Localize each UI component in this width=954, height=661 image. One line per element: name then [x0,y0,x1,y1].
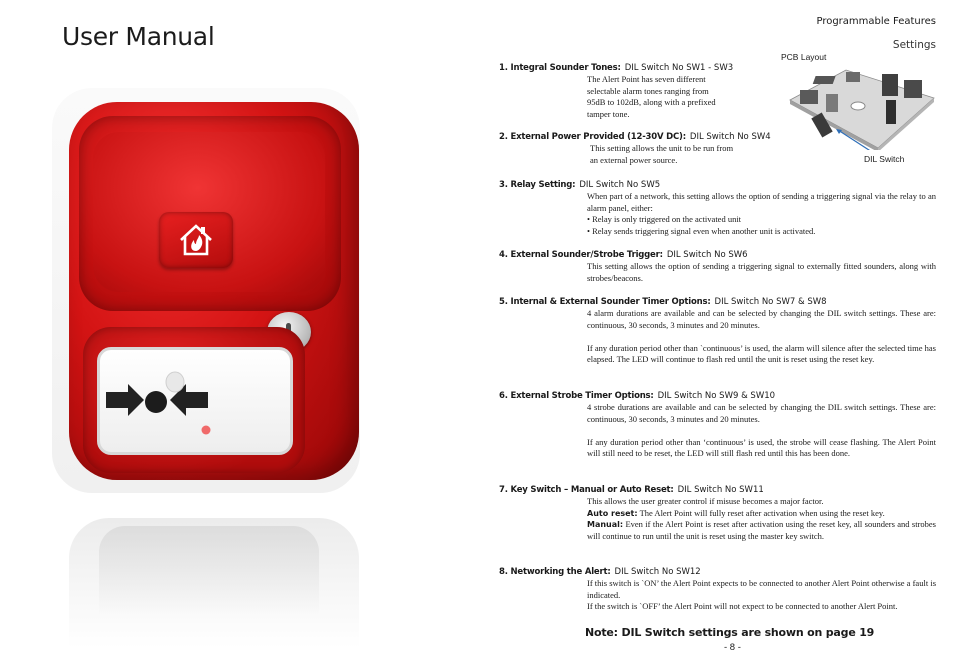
setting-description [587,496,936,542]
setting-title: 7. Key Switch – Manual or Auto Reset: [499,485,674,495]
section-title: Programmable Features [816,16,936,27]
setting-title: 3. Relay Setting: [499,180,576,190]
setting-external-power [499,131,937,166]
description-line: When part of a network, this setting allows the option of sending a triggering signal via the relay to an alarm panel, either: [587,191,936,213]
alert-point-device-image [52,88,360,658]
setting-description [587,191,936,237]
manual-reset-text: Even if the Alert Point is reset after activation using the reset key, all sounders and strobes will continue to run until the unit is reset using the master key switch. [587,519,936,541]
setting-networking [499,566,937,613]
setting-title: 2. External Power Provided (12-30V DC): [499,132,686,142]
pcb-layout-label: PCB Layout [781,52,827,62]
fire-house-icon [159,212,233,268]
page-number: - 8 - [724,642,741,653]
setting-external-trigger [499,249,937,284]
setting-sounder-timer [499,296,937,366]
setting-title: 6. External Strobe Timer Options: [499,391,654,401]
setting-dil: DIL Switch No SW5 [579,180,661,190]
setting-description [590,143,780,166]
device-upper-panel [79,116,341,311]
setting-title: 4. External Sounder/Strobe Trigger: [499,250,663,260]
setting-description [587,402,936,460]
device-body [69,102,359,480]
setting-dil: DIL Switch No SW6 [666,250,748,260]
description-line: If any duration period other than `continuous’ is used, the alarm will silence after the selected time has elapsed. The LED will continue to flash red until the unit is reset using the reset key. [587,342,936,365]
manual-reset-line [587,519,936,542]
glass-panel-icon [97,347,293,455]
dil-settings-note: Note: DIL Switch settings are shown on page 19 [585,626,875,639]
setting-description [587,74,747,120]
setting-dil: DIL Switch No SW4 [689,132,771,142]
description-line: an external power source. [590,154,678,165]
auto-reset-text: The Alert Point will fully reset after activation when using the reset key. [639,507,885,518]
page-title: User Manual [62,22,215,51]
setting-description [587,261,936,284]
setting-relay [499,179,937,237]
setting-sounder-tones [499,62,937,120]
setting-description [587,308,936,366]
description-line: If this switch is `ON’ the Alert Point expects to be connected to another Alert Point otherwise a fault is indicated. [587,578,936,600]
dil-switch-label: DIL Switch [864,154,905,164]
description-line: If the switch is `OFF’ the Alert Point will not expect to be connected to another Alert Point. [587,601,898,612]
setting-description [587,578,936,613]
setting-title: 5. Internal & External Sounder Timer Options: [499,297,711,307]
setting-title: 8. Networking the Alert: [499,567,611,577]
description-line: • Relay sends triggering signal even when another unit is activated. [587,225,816,236]
section-header [816,15,936,52]
setting-title: 1. Integral Sounder Tones: [499,63,621,73]
setting-dil: DIL Switch No SW11 [677,485,764,495]
description-line: selectable alarm tones ranging from [587,85,709,96]
description-line: 95dB to 102dB, along with a prefixed [587,97,716,108]
description-line: This allows the user greater control if misuse becomes a major factor. [587,496,824,506]
description-line: This setting allows the option of sending a triggering signal to externally fitted sounders, along with strobes/beacons. [587,261,936,283]
setting-dil: DIL Switch No SW1 - SW3 [624,63,734,73]
setting-strobe-timer [499,390,937,460]
subsection-title: Settings [892,39,936,51]
setting-dil: DIL Switch No SW9 & SW10 [657,391,776,401]
description-line: The Alert Point has seven different [587,74,706,84]
device-upper-inner [93,132,325,292]
description-line: This setting allows the unit to be run from [590,143,734,153]
setting-key-switch [499,484,937,542]
setting-dil: DIL Switch No SW7 & SW8 [714,297,827,307]
description-line: 4 alarm durations are available and can be selected by changing the DIL switch settings. These are: continuous, 30 seconds, 3 minutes and 20 minutes. [587,308,936,330]
auto-reset-line [587,508,936,520]
setting-dil: DIL Switch No SW12 [614,567,701,577]
manual-reset-label: Manual: [587,520,624,530]
description-line: • Relay is only triggered on the activated unit [587,214,742,225]
device-reflection [69,518,359,648]
description-line: 4 strobe durations are available and can be selected by changing the DIL switch settings. These are: continuous, 30 seconds, 3 minutes and 20 minutes. [587,402,936,424]
auto-reset-label: Auto reset: [587,508,638,518]
description-line: If any duration period other than ‘continuous’ is used, the strobe will cease flashing. The Alert Point will still need to be reset, the LED will still flash red until this has been done. [587,436,936,459]
description-line: tamper tone. [587,108,630,119]
device-lower-panel [83,327,305,473]
